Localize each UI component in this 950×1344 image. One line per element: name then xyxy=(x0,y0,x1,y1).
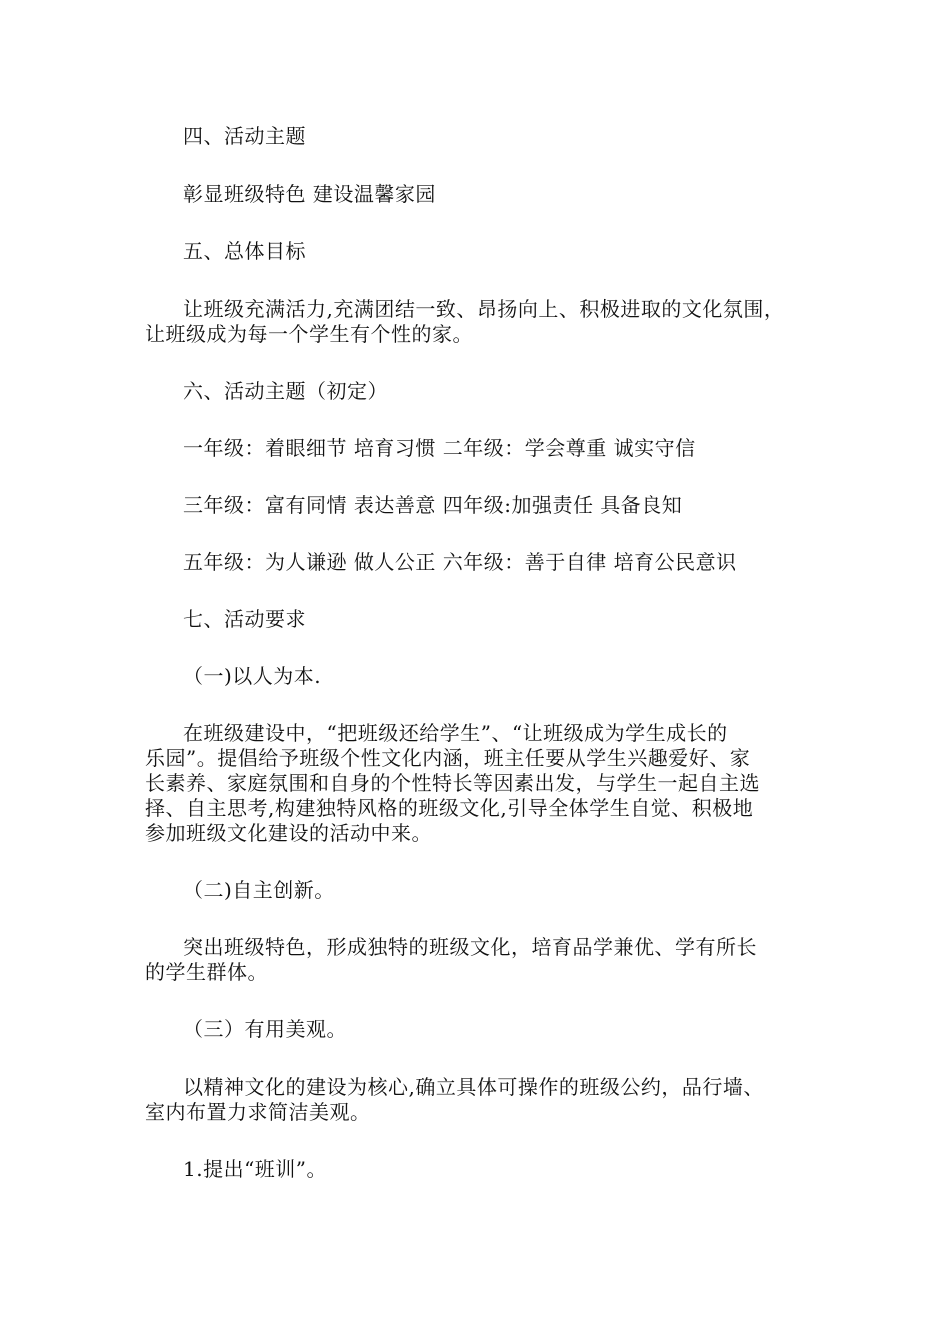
paragraph-1-line-1: 在班级建设中，“把班级还给学生”、“让班级成为学生成长的 xyxy=(183,721,728,745)
heading-6-activity-theme-draft: 六、活动主题（初定） xyxy=(183,379,388,403)
goal-paragraph-line-1: 让班级充满活力,充满团结一致、昂扬向上、积极进取的文化氛围， xyxy=(183,297,785,321)
subheading-1-people-oriented: （一)以人为本. xyxy=(183,664,322,688)
paragraph-1-line-3: 长素养、家庭氛围和自身的个性特长等因素出发，与学生一起自主选 xyxy=(145,771,760,795)
item-1-class-motto: 1.提出“班训”。 xyxy=(183,1157,328,1181)
grade-themes-line-3: 五年级：为人谦逊 做人公正 六年级：善于自律 培育公民意识 xyxy=(183,550,737,574)
paragraph-3-line-2: 室内布置力求简洁美观。 xyxy=(145,1100,371,1124)
grade-themes-line-2: 三年级：富有同情 表达善意 四年级:加强责任 具备良知 xyxy=(183,493,683,517)
paragraph-2-line-2: 的学生群体。 xyxy=(145,960,268,984)
paragraph-3-line-1: 以精神文化的建设为核心,确立具体可操作的班级公约，品行墙、 xyxy=(183,1075,764,1099)
paragraph-1-line-2: 乐园”。提倡给予班级个性文化内涵，班主任要从学生兴趣爱好、家 xyxy=(145,746,751,770)
theme-text: 彰显班级特色 建设温馨家园 xyxy=(183,182,436,206)
subheading-3-useful-beautiful: （三）有用美观。 xyxy=(183,1017,347,1041)
heading-4-activity-theme: 四、活动主题 xyxy=(183,124,306,148)
paragraph-2-line-1: 突出班级特色，形成独特的班级文化，培育品学兼优、学有所长 xyxy=(183,935,757,959)
paragraph-1-line-5: 参加班级文化建设的活动中来。 xyxy=(145,821,432,845)
heading-7-activity-requirements: 七、活动要求 xyxy=(183,607,306,631)
paragraph-1-line-4: 择、自主思考,构建独特风格的班级文化,引导全体学生自觉、积极地 xyxy=(145,796,754,820)
grade-themes-line-1: 一年级：着眼细节 培育习惯 二年级：学会尊重 诚实守信 xyxy=(183,436,696,460)
goal-paragraph-line-2: 让班级成为每一个学生有个性的家。 xyxy=(145,322,473,346)
subheading-2-independent-innovation: （二)自主创新。 xyxy=(183,878,335,902)
heading-5-overall-goal: 五、总体目标 xyxy=(183,239,306,263)
